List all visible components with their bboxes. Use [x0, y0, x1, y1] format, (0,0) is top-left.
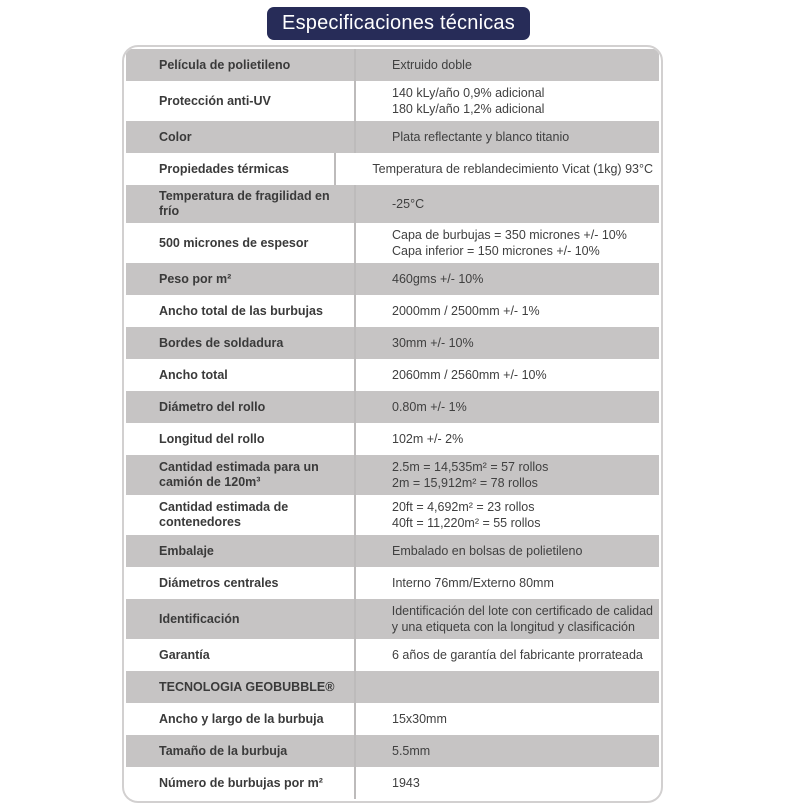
spec-row	[126, 495, 659, 535]
spec-row	[126, 153, 659, 185]
spec-value-line: 40ft = 11,220m² = 55 rollos	[392, 516, 541, 530]
spec-label: Número de burbujas por m²	[159, 775, 323, 790]
spec-label: Película de polietileno	[159, 57, 291, 72]
spec-value-line: 180 kLy/año 1,2% adicional	[392, 102, 545, 116]
spec-value	[354, 327, 659, 359]
spec-value	[354, 495, 659, 535]
spec-row	[126, 81, 659, 121]
spec-label: 500 micrones de espesor	[159, 235, 309, 250]
spec-value	[354, 455, 659, 495]
spec-value	[354, 703, 659, 735]
spec-value-line: 102m +/- 2%	[392, 432, 464, 446]
spec-label: Longitud del rollo	[159, 431, 265, 446]
spec-value-line: Interno 76mm/Externo 80mm	[392, 576, 554, 590]
spec-value	[354, 81, 659, 121]
spec-row	[126, 391, 659, 423]
spec-row	[126, 735, 659, 767]
spec-value	[354, 639, 659, 671]
spec-row	[126, 327, 659, 359]
spec-value	[354, 535, 659, 567]
spec-label: Diámetro del rollo	[159, 399, 266, 414]
spec-row	[126, 185, 659, 223]
spec-value	[354, 185, 659, 223]
spec-value-line: 2000mm / 2500mm +/- 1%	[392, 304, 540, 318]
spec-label: Ancho y largo de la burbuja	[159, 711, 324, 726]
spec-label: Embalaje	[159, 543, 214, 558]
spec-value	[354, 121, 659, 153]
spec-label: Garantía	[159, 647, 210, 662]
spec-label: Identificación	[159, 611, 240, 626]
spec-value	[334, 153, 659, 185]
spec-row	[126, 263, 659, 295]
spec-value-line: 6 años de garantía del fabricante prorrateada	[392, 648, 643, 662]
spec-value	[354, 49, 659, 81]
spec-value	[354, 671, 659, 703]
spec-value	[354, 295, 659, 327]
spec-label: Ancho total	[159, 367, 228, 382]
spec-table	[122, 45, 663, 803]
spec-value	[354, 767, 659, 799]
spec-label: Peso por m²	[159, 271, 232, 286]
spec-label: Color	[159, 129, 192, 144]
spec-value-line: 460gms +/- 10%	[392, 272, 484, 286]
spec-row	[126, 639, 659, 671]
spec-value	[354, 735, 659, 767]
spec-label: TECNOLOGIA GEOBUBBLE®	[159, 679, 335, 694]
spec-label: Propiedades térmicas	[159, 161, 289, 176]
spec-value-line: 30mm +/- 10%	[392, 336, 474, 350]
spec-row	[126, 423, 659, 455]
spec-value-line: Temperatura de reblandecimiento Vicat (1kg) 93°C	[372, 162, 653, 176]
spec-value-line: 2.5m = 14,535m² = 57 rollos	[392, 460, 549, 474]
spec-value-line: Identificación del lote con certificado de calidad	[391, 604, 653, 618]
spec-value-line: 20ft = 4,692m² = 23 rollos	[392, 500, 535, 514]
spec-row	[126, 49, 659, 81]
spec-value-line: y una etiqueta con la longitud y clasificación	[391, 620, 635, 634]
spec-row	[126, 223, 659, 263]
spec-value	[354, 423, 659, 455]
spec-label: Ancho total de las burbujas	[159, 303, 323, 318]
page-title: Especificaciones técnicas	[267, 7, 530, 40]
spec-value	[354, 359, 659, 391]
spec-value-line: 0.80m +/- 1%	[392, 400, 467, 414]
spec-value	[354, 263, 659, 295]
spec-value-line: Plata reflectante y blanco titanio	[392, 130, 570, 144]
spec-value-line: Extruido doble	[392, 58, 472, 72]
spec-value-line: 5.5mm	[392, 744, 431, 758]
spec-value-line: 2m = 15,912m² = 78 rollos	[392, 476, 538, 490]
spec-label: Cantidad estimada de contenedores	[159, 500, 289, 529]
spec-row	[126, 703, 659, 735]
spec-row	[126, 535, 659, 567]
spec-value-line: Capa inferior = 150 micrones +/- 10%	[392, 244, 600, 258]
spec-label: Tamaño de la burbuja	[159, 743, 288, 758]
spec-row	[126, 567, 659, 599]
spec-value	[354, 391, 659, 423]
spec-row	[126, 671, 659, 703]
spec-value-line: Embalado en bolsas de polietileno	[392, 544, 583, 558]
spec-value-line: 15x30mm	[392, 712, 447, 726]
spec-value-line: 140 kLy/año 0,9% adicional	[392, 86, 545, 100]
spec-value-line: Capa de burbujas = 350 micrones +/- 10%	[392, 228, 627, 242]
spec-row	[126, 455, 659, 495]
spec-value	[354, 223, 659, 263]
spec-label: Bordes de soldadura	[159, 335, 284, 350]
spec-row	[126, 767, 659, 799]
spec-value	[354, 599, 659, 639]
spec-row	[126, 121, 659, 153]
spec-row	[126, 359, 659, 391]
spec-value-line: 1943	[392, 776, 420, 790]
spec-label: Cantidad estimada para un camión de 120m³	[159, 460, 319, 489]
spec-value-line: 2060mm / 2560mm +/- 10%	[392, 368, 547, 382]
spec-label: Protección anti-UV	[159, 93, 271, 108]
spec-label: Temperatura de fragilidad en frío	[159, 189, 330, 218]
spec-row	[126, 599, 659, 639]
spec-label: Diámetros centrales	[159, 575, 279, 590]
spec-value-line: -25°C	[392, 197, 425, 211]
spec-value	[354, 567, 659, 599]
spec-row	[126, 295, 659, 327]
